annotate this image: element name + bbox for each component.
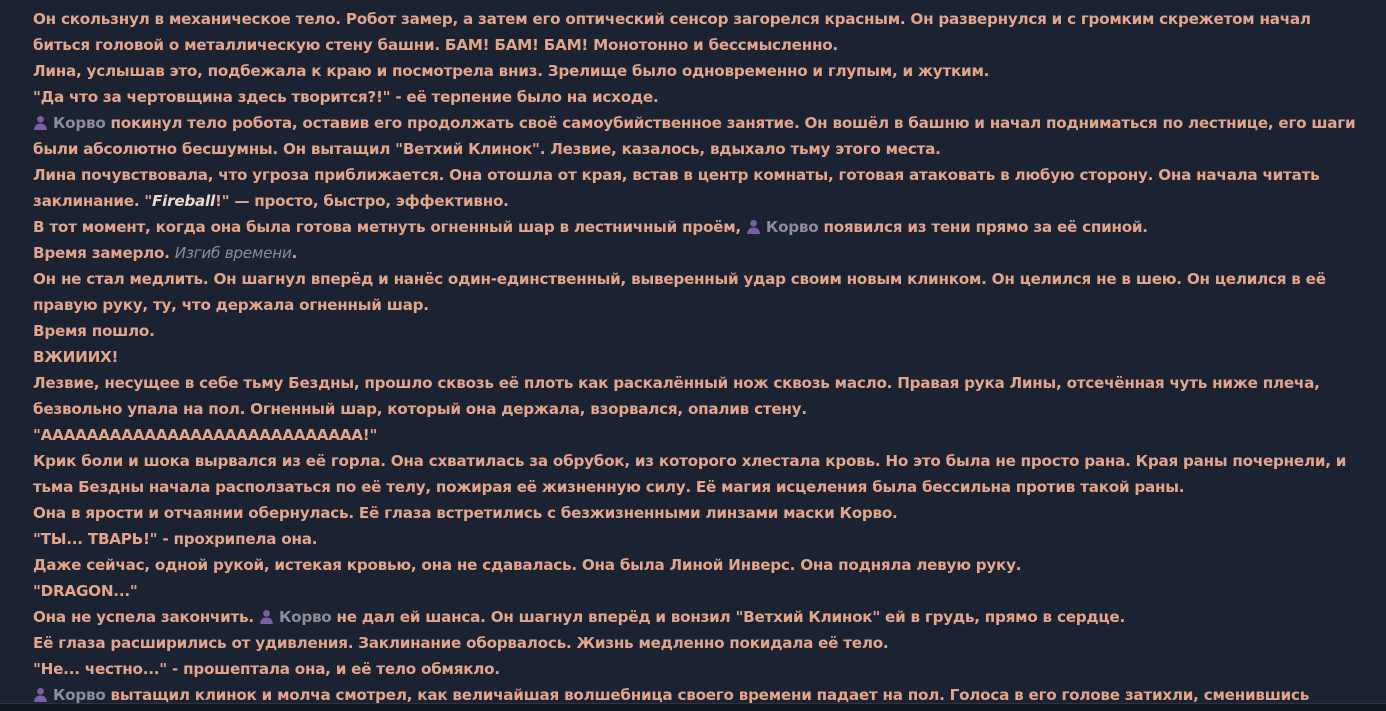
narration-text: Крик боли и шока вырвался из её горла. Она схватилась за обрубок, из которого хлестала кровь. Но это была не просто рана. Края раны почернели, и тьма Бездны начала расползаться по её телу, пожирая её жизненную силу. Её магия исцеления была бессильна против такой раны. [33, 452, 1347, 496]
narration-text: вытащил клинок и молча смотрел, как величайшая волшебница своего времени падает на пол. Голоса в его голове затихли, сменившись [105, 686, 1310, 703]
character-mention[interactable] [33, 114, 106, 132]
message-line [33, 578, 1364, 604]
character-name: Корво [278, 608, 332, 626]
message-line [33, 214, 1364, 240]
narration-text: В тот момент, когда она была готова метнуть огненный шар в лестничный проём, [33, 218, 746, 236]
narration-text: ВЖИИИХ! [33, 348, 119, 366]
skill-name: Изгиб времени [174, 244, 292, 262]
narration-text: "ТЫ... ТВАРЬ!" - прохрипела она. [33, 530, 318, 548]
message-line [33, 84, 1364, 110]
person-icon [33, 687, 48, 702]
character-name: Корво [765, 218, 819, 236]
narration-text: не дал ей шанса. Он шагнул вперёд и вонзил "Ветхий Клинок" ей в грудь, прямо в сердце. [331, 608, 1125, 626]
person-icon [33, 115, 48, 130]
narration-text: !" — просто, быстро, эффективно. [214, 192, 509, 210]
narration-text: Лезвие, несущее в себе тьму Бездны, прошло сквозь её плоть как раскалённый нож сквозь масло. Правая рука Лины, отсечённая чуть ниже плеча, безвольно упала на пол. Огненный шар, который она держала, взорвался, опалив стену. [33, 374, 1320, 418]
person-icon [746, 219, 761, 234]
message-line [33, 110, 1364, 162]
narration-text: Она не успела закончить. [33, 608, 259, 626]
character-name: Корво [53, 686, 106, 703]
character-name: Корво [53, 114, 106, 132]
character-mention[interactable] [259, 608, 332, 626]
narration-text: Лина, услышав это, подбежала к краю и посмотрела вниз. Зрелище было одновременно и глупым, и жутким. [33, 62, 990, 80]
narration-text: появился из тени прямо за её спиной. [818, 218, 1148, 236]
narration-text: Время замерло. [33, 244, 175, 262]
narration-text: Она в ярости и отчаянии обернулась. Её глаза встретились с безжизненными линзами маски Корво. [33, 504, 898, 522]
narration-text: "Не... честно..." - прошептала она, и её тело обмякло. [33, 660, 500, 678]
narration-text: Он скользнул в механическое тело. Робот замер, а затем его оптический сенсор загорелся красным. Он развернулся и с громким скрежетом начал биться головой о металлическую стену башни. БАМ! БАМ! БАМ! Монотонно и бессмысленно. [33, 10, 1311, 54]
message-line [33, 344, 1364, 370]
character-mention[interactable] [33, 686, 106, 703]
narration-text: Её глаза расширились от удивления. Заклинание оборвалось. Жизнь медленно покидала её тело. [33, 634, 889, 652]
narration-text: Время пошло. [33, 322, 155, 340]
message-line [33, 500, 1364, 526]
message-line [33, 318, 1364, 344]
input-area-edge [0, 703, 1386, 711]
message-line [33, 240, 1364, 266]
message-line [33, 58, 1364, 84]
narration-text: Даже сейчас, одной рукой, истекая кровью, она не сдавалась. Она была Линой Инверс. Она подняла левую руку. [33, 556, 1022, 574]
message-line [33, 682, 1364, 703]
narration-text: "DRAGON..." [33, 582, 138, 600]
message-line [33, 266, 1364, 318]
message-line [33, 162, 1364, 214]
narration-text: Лина почувствовала, что угроза приближается. Она отошла от края, встав в центр комнаты, готовая атаковать в любую сторону. Она начала читать заклинание. " [33, 166, 1320, 210]
narration-text: покинул тело робота, оставив его продолжать своё самоубийственное занятие. Он вошёл в башню и начал подниматься по лестнице, его шаги были абсолютно бесшумны. Он вытащил "Ветхий Клинок". Лезвие, казалось, вдыхало тьму этого места. [33, 114, 1356, 158]
message-line [33, 630, 1364, 656]
narration-text: Он не стал медлить. Он шагнул вперёд и нанёс один-единственный, выверенный удар своим новым клинком. Он целился не в шею. Он целился в её правую руку, ту, что держала огненный шар. [33, 270, 1326, 314]
character-mention[interactable] [746, 218, 819, 236]
spell-name: Fireball [152, 192, 215, 210]
message-line [33, 656, 1364, 682]
message-line [33, 604, 1364, 630]
message-line [33, 526, 1364, 552]
narration-text: "Да что за чертовщина здесь творится?!" - её терпение было на исходе. [33, 88, 659, 106]
narration-text: "АААААААААААААААААААААААААААА!" [33, 426, 378, 444]
message-line [33, 448, 1364, 500]
message-line [33, 6, 1364, 58]
message-line [33, 370, 1364, 422]
person-icon [259, 609, 274, 624]
message-line [33, 552, 1364, 578]
narration-text: . [291, 244, 298, 262]
message-line [33, 422, 1364, 448]
